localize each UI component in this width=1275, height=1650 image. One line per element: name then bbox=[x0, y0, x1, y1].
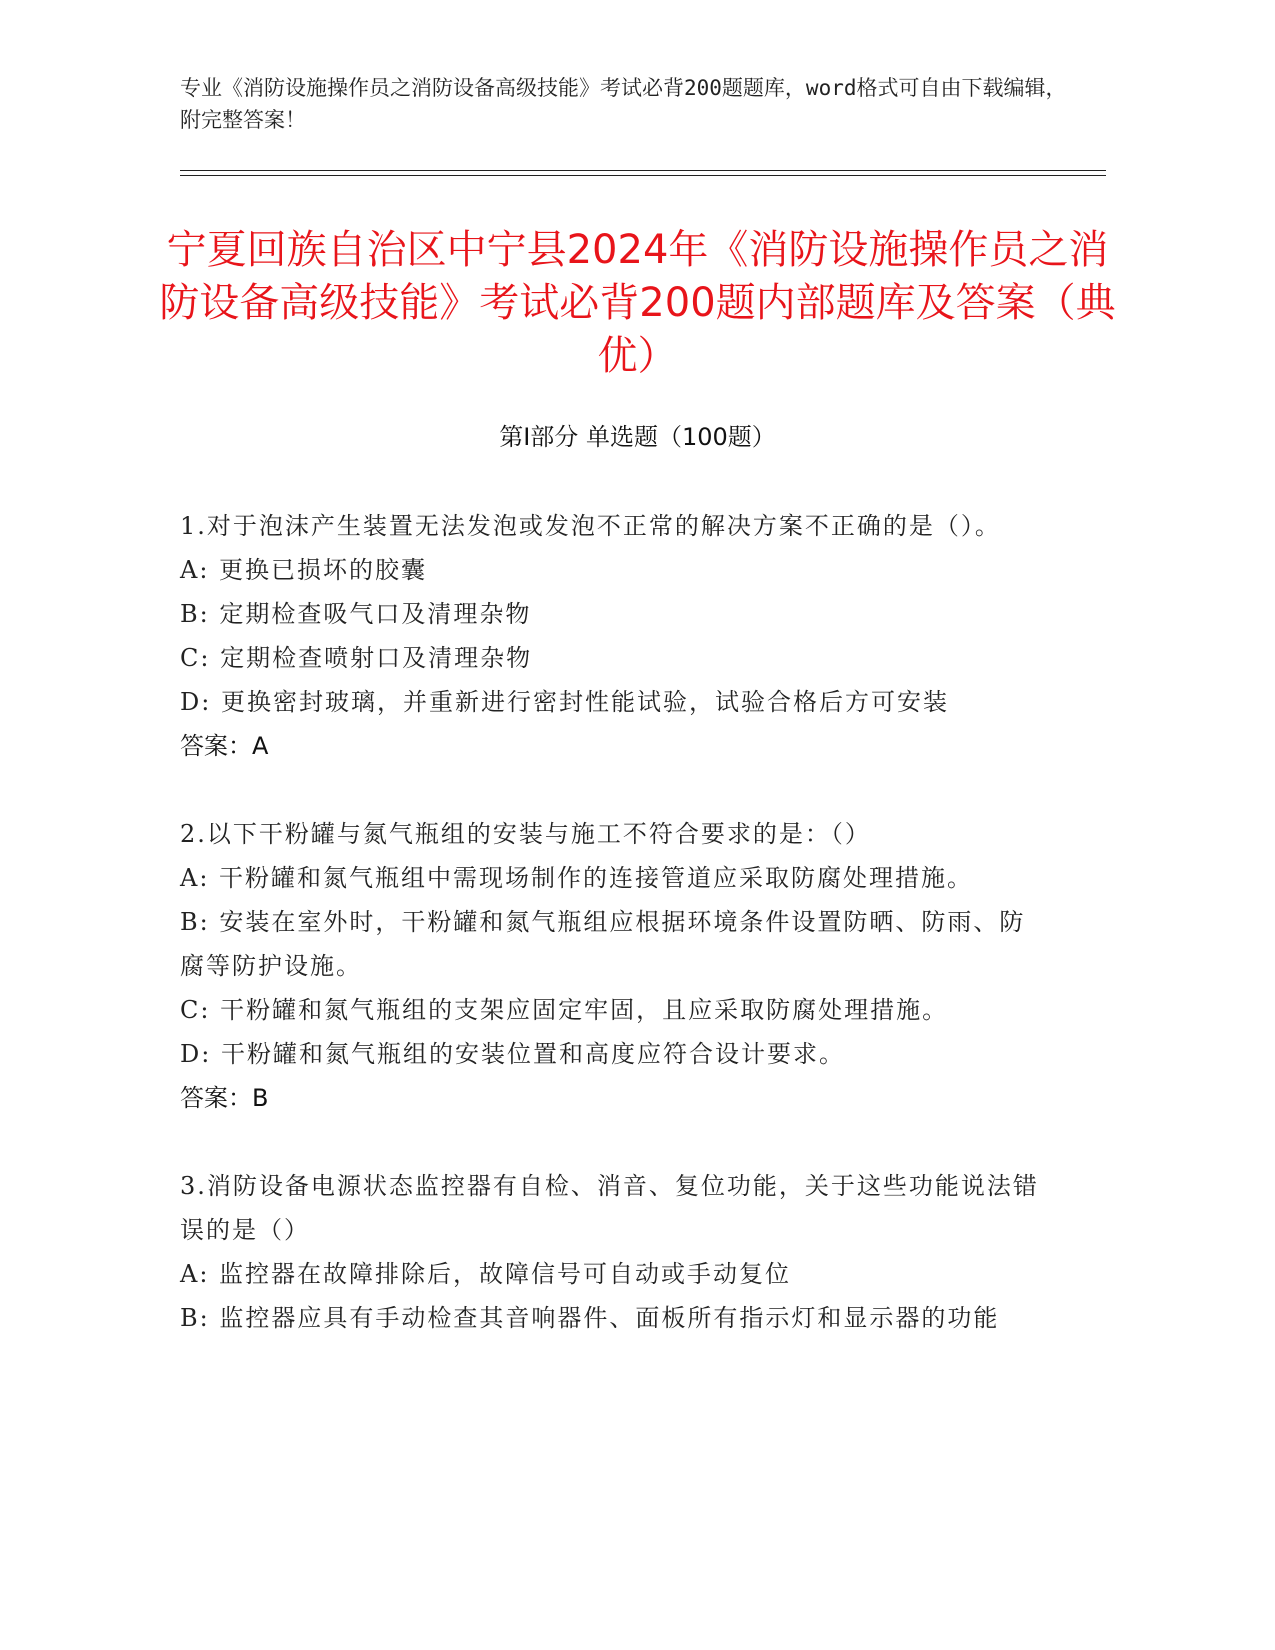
section-title: 第Ⅰ部分 单选题（100题） bbox=[499, 423, 776, 451]
option-c: C: 定期检查喷射口及清理杂物 bbox=[180, 644, 533, 672]
option-a: A: 更换已损坏的胶囊 bbox=[180, 556, 428, 584]
option-b: B: 监控器应具有手动检查其音响器件、面板所有指示灯和显示器的功能 bbox=[180, 1304, 1000, 1332]
option-c: C: 干粉罐和氮气瓶组的支架应固定牢固，且应采取防腐处理措施。 bbox=[180, 996, 949, 1024]
question-list bbox=[180, 504, 1040, 1384]
option-b: B: 定期检查吸气口及清理杂物 bbox=[180, 600, 532, 628]
option-a: A: 监控器在故障排除后，故障信号可自动或手动复位 bbox=[180, 1260, 792, 1288]
header-divider bbox=[180, 170, 1106, 176]
header-note: 专业《消防设施操作员之消防设备高级技能》考试必背200题题库，word格式可自由下载编辑，附完整答案！ bbox=[180, 76, 1067, 132]
question-text: 1.对于泡沫产生装置无法发泡或发泡不正常的解决方案不正确的是（）。 bbox=[180, 512, 1001, 540]
document-title: 宁夏回族自治区中宁县2024年《消防设施操作员之消防设备高级技能》考试必背200题内部题库及答案（典优） bbox=[159, 227, 1116, 379]
question-text: 2.以下干粉罐与氮气瓶组的安装与施工不符合要求的是：（） bbox=[180, 820, 871, 848]
option-a: A: 干粉罐和氮气瓶组中需现场制作的连接管道应采取防腐处理措施。 bbox=[180, 864, 974, 892]
option-d: D: 更换密封玻璃，并重新进行密封性能试验，试验合格后方可安装 bbox=[180, 688, 949, 716]
option-d: D: 干粉罐和氮气瓶组的安装位置和高度应符合设计要求。 bbox=[180, 1040, 845, 1068]
question-2 bbox=[180, 812, 1040, 1120]
question-3 bbox=[180, 1164, 1040, 1340]
question-text: 3.消防设备电源状态监控器有自检、消音、复位功能，关于这些功能说法错误的是（） bbox=[180, 1172, 1039, 1244]
answer: 答案：B bbox=[180, 1084, 269, 1112]
option-b: B: 安装在室外时，干粉罐和氮气瓶组应根据环境条件设置防晒、防雨、防腐等防护设施。 bbox=[180, 908, 1026, 980]
answer: 答案：A bbox=[180, 732, 269, 760]
question-1 bbox=[180, 504, 1040, 768]
